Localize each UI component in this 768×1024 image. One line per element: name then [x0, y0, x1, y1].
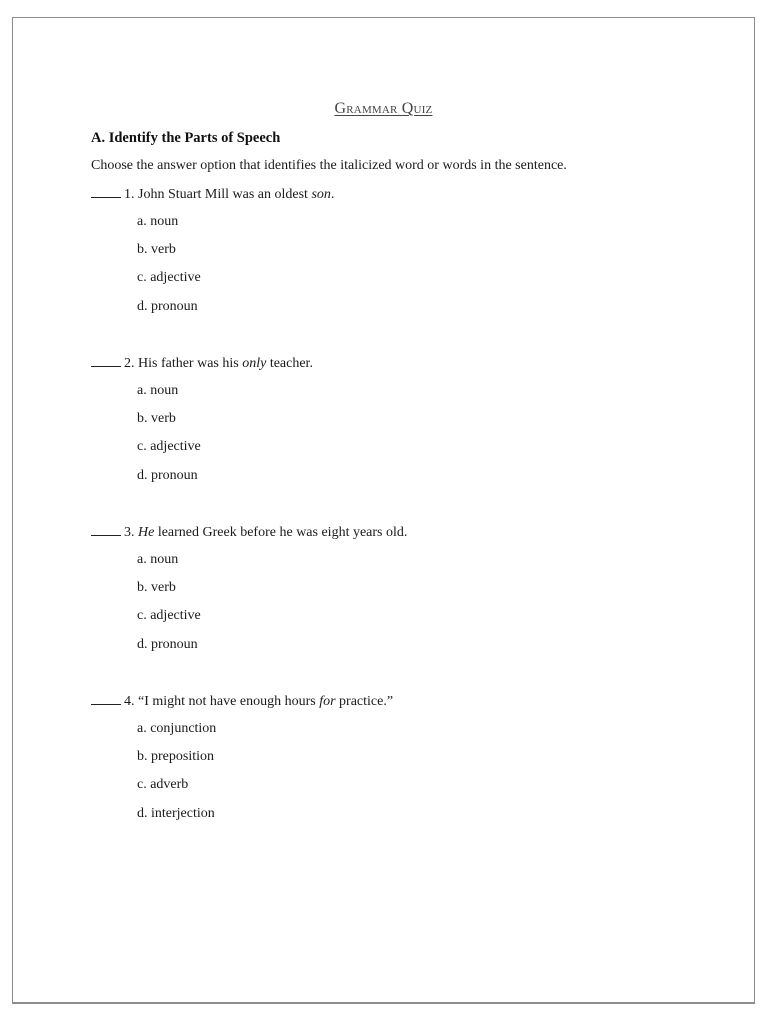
question-text: His father was his: [138, 356, 243, 371]
italicized-word: for: [319, 694, 336, 709]
question-3: [91, 524, 407, 541]
answer-blank: [91, 186, 121, 198]
option-b: b. verb: [137, 580, 176, 595]
option-d: d. pronoun: [137, 468, 198, 483]
option-c: c. adjective: [137, 608, 201, 623]
option-c: c. adverb: [137, 777, 189, 792]
question-text-end: teacher.: [266, 356, 313, 371]
question-4: [91, 693, 393, 710]
question-text: “I might not have enough hours: [138, 694, 320, 709]
quiz-title: Grammar Quiz: [334, 100, 433, 117]
question-text-end: learned Greek before he was eight years old.: [154, 525, 408, 540]
option-d: d. interjection: [137, 806, 215, 821]
answer-blank: [91, 355, 121, 367]
option-d: d. pronoun: [137, 299, 198, 314]
answer-blank: [91, 524, 121, 536]
option-b: b. preposition: [137, 749, 214, 764]
italicized-word: son: [311, 187, 331, 202]
question-number: 3.: [124, 525, 135, 540]
option-b: b. verb: [137, 242, 176, 257]
question-number: 1.: [124, 187, 135, 202]
question-text-end: .: [330, 187, 335, 202]
italicized-word: only: [242, 356, 267, 371]
option-c: c. adjective: [137, 439, 201, 454]
question-text: John Stuart Mill was an oldest: [138, 187, 312, 202]
question-number: 4.: [124, 694, 135, 709]
document-page: [12, 17, 755, 1004]
option-a: a. noun: [137, 552, 179, 567]
answer-blank: [91, 693, 121, 705]
option-a: a. noun: [137, 214, 179, 229]
question-text-end: practice.”: [335, 694, 394, 709]
italicized-word: He: [138, 525, 155, 540]
section-heading: A. Identify the Parts of Speech: [91, 130, 281, 146]
option-a: a. conjunction: [137, 721, 217, 736]
option-a: a. noun: [137, 383, 179, 398]
question-1: [91, 186, 334, 203]
question-2: [91, 355, 313, 372]
option-c: c. adjective: [137, 270, 201, 285]
option-b: b. verb: [137, 411, 176, 426]
option-d: d. pronoun: [137, 637, 198, 652]
question-number: 2.: [124, 356, 135, 371]
instructions-text: Choose the answer option that identifies the italicized word or words in the sentence.: [91, 158, 567, 173]
